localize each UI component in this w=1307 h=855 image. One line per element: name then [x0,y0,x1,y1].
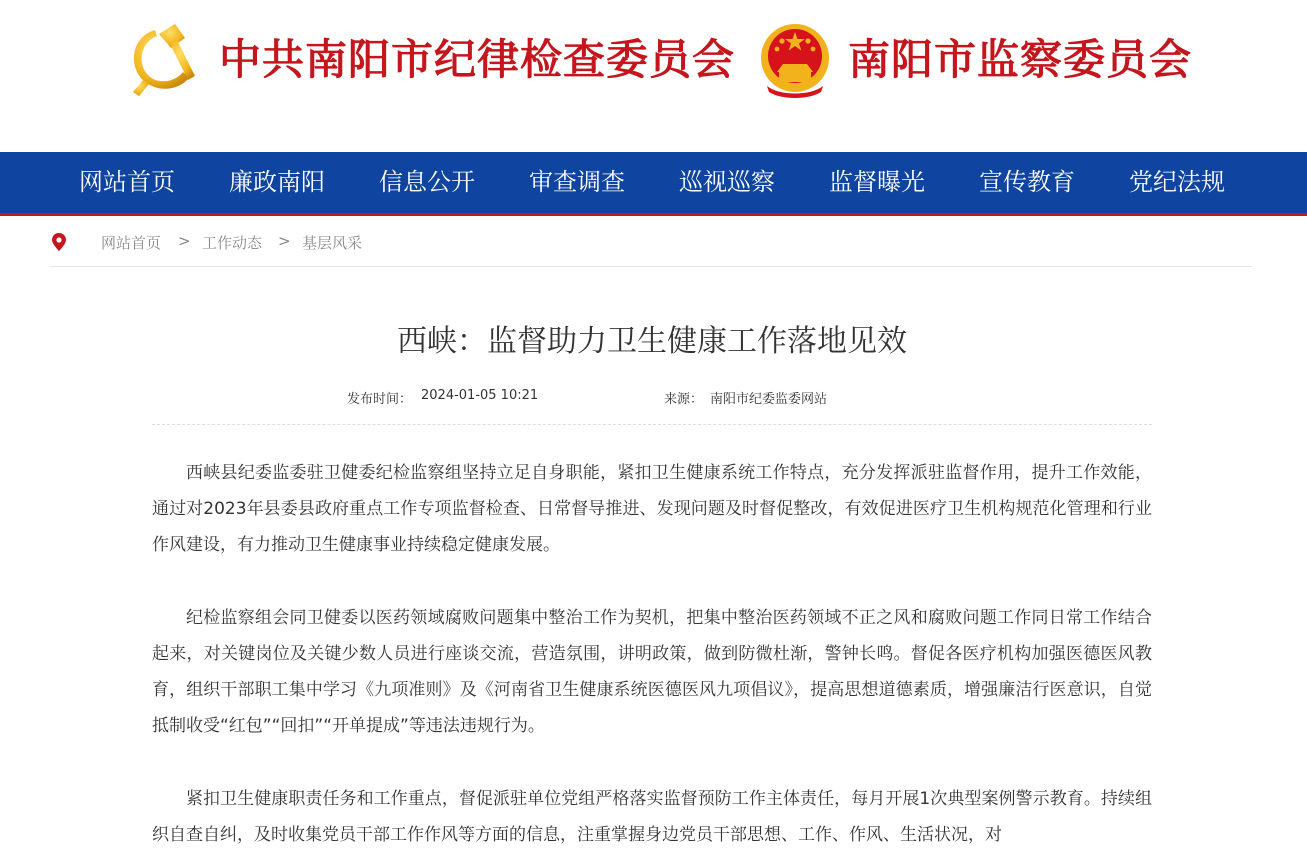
breadcrumb-grassroots[interactable]: 基层风采 [302,234,363,252]
breadcrumb-work-news[interactable]: 工作动态 [202,234,263,252]
publish-time-label: 发布时间： [347,392,413,407]
site-header [0,0,1307,152]
source-value: 南阳市纪委监委网站 [710,392,828,407]
supervision-title: 南阳市监察委员会 [848,35,1193,84]
article-paragraph: 西峡县纪委监委驻卫健委纪检监察组坚持立足自身职能，紧扣卫生健康系统工作特点，充分发挥派驻监督作用，提升工作效能，通过对2023年县委县政府重点工作专项监督检查、日常督导推进、发现问题及时督促整改，有效促进医疗卫生机构规范化管理和行业作风建设，有力推动卫生健康事业持续稳定健康发展。 [152,463,1152,555]
nav-item-exposure[interactable]: 监督曝光 [829,168,925,196]
source-label: 来源： [664,392,704,407]
nav-item-investigation[interactable]: 审查调查 [529,168,625,196]
article-paragraph: 紧扣卫生健康职责任务和工作重点，督促派驻单位党组严格落实监督预防工作主体责任，每月开展1次典型案例警示教育。持续组织自查自纠，及时收集党员干部工作作风等方面的信息，注重掌握身边党员干部思想、工作、作风、生活状况，对 [152,789,1152,845]
nav-item-inspection[interactable]: 巡视巡察 [679,168,775,196]
nav-item-regulations[interactable]: 党纪法规 [1129,168,1225,196]
nav-item-lianzheng[interactable]: 廉政南阳 [229,168,325,196]
article-paragraph: 纪检监察组会同卫健委以医药领域腐败问题集中整治工作为契机，把集中整治医药领域不正之风和腐败问题工作同日常工作结合起来，对关键岗位及关键少数人员进行座谈交流，营造氛围，讲明政策，做到防微杜渐，警钟长鸣。督促各医疗机构加强医德医风教育，组织干部职工集中学习《九项准则》及《河南省卫生健康系统医德医风九项倡议》，提高思想道德素质，增强廉洁行医意识，自觉抵制收受“红包”“回扣”“开单提成”等违法违规行为。 [152,608,1152,736]
nav-item-info[interactable]: 信息公开 [379,168,475,196]
national-emblem-icon [759,20,831,98]
breadcrumb-separator: > [178,232,191,250]
main-nav [0,152,1307,216]
party-emblem-icon [125,20,197,98]
breadcrumb-home[interactable]: 网站首页 [101,234,162,252]
meta-divider [152,424,1152,425]
location-pin-icon [52,233,66,251]
nav-item-education[interactable]: 宣传教育 [979,168,1075,196]
commission-title: 中共南阳市纪律检查委员会 [219,35,736,84]
nav-item-home[interactable]: 网站首页 [79,168,175,196]
article-title: 西峡：监督助力卫生健康工作落地见效 [397,324,907,359]
breadcrumb-separator: > [278,232,291,250]
breadcrumb [50,226,1252,267]
publish-time: 2024-01-05 10:21 [421,388,539,403]
